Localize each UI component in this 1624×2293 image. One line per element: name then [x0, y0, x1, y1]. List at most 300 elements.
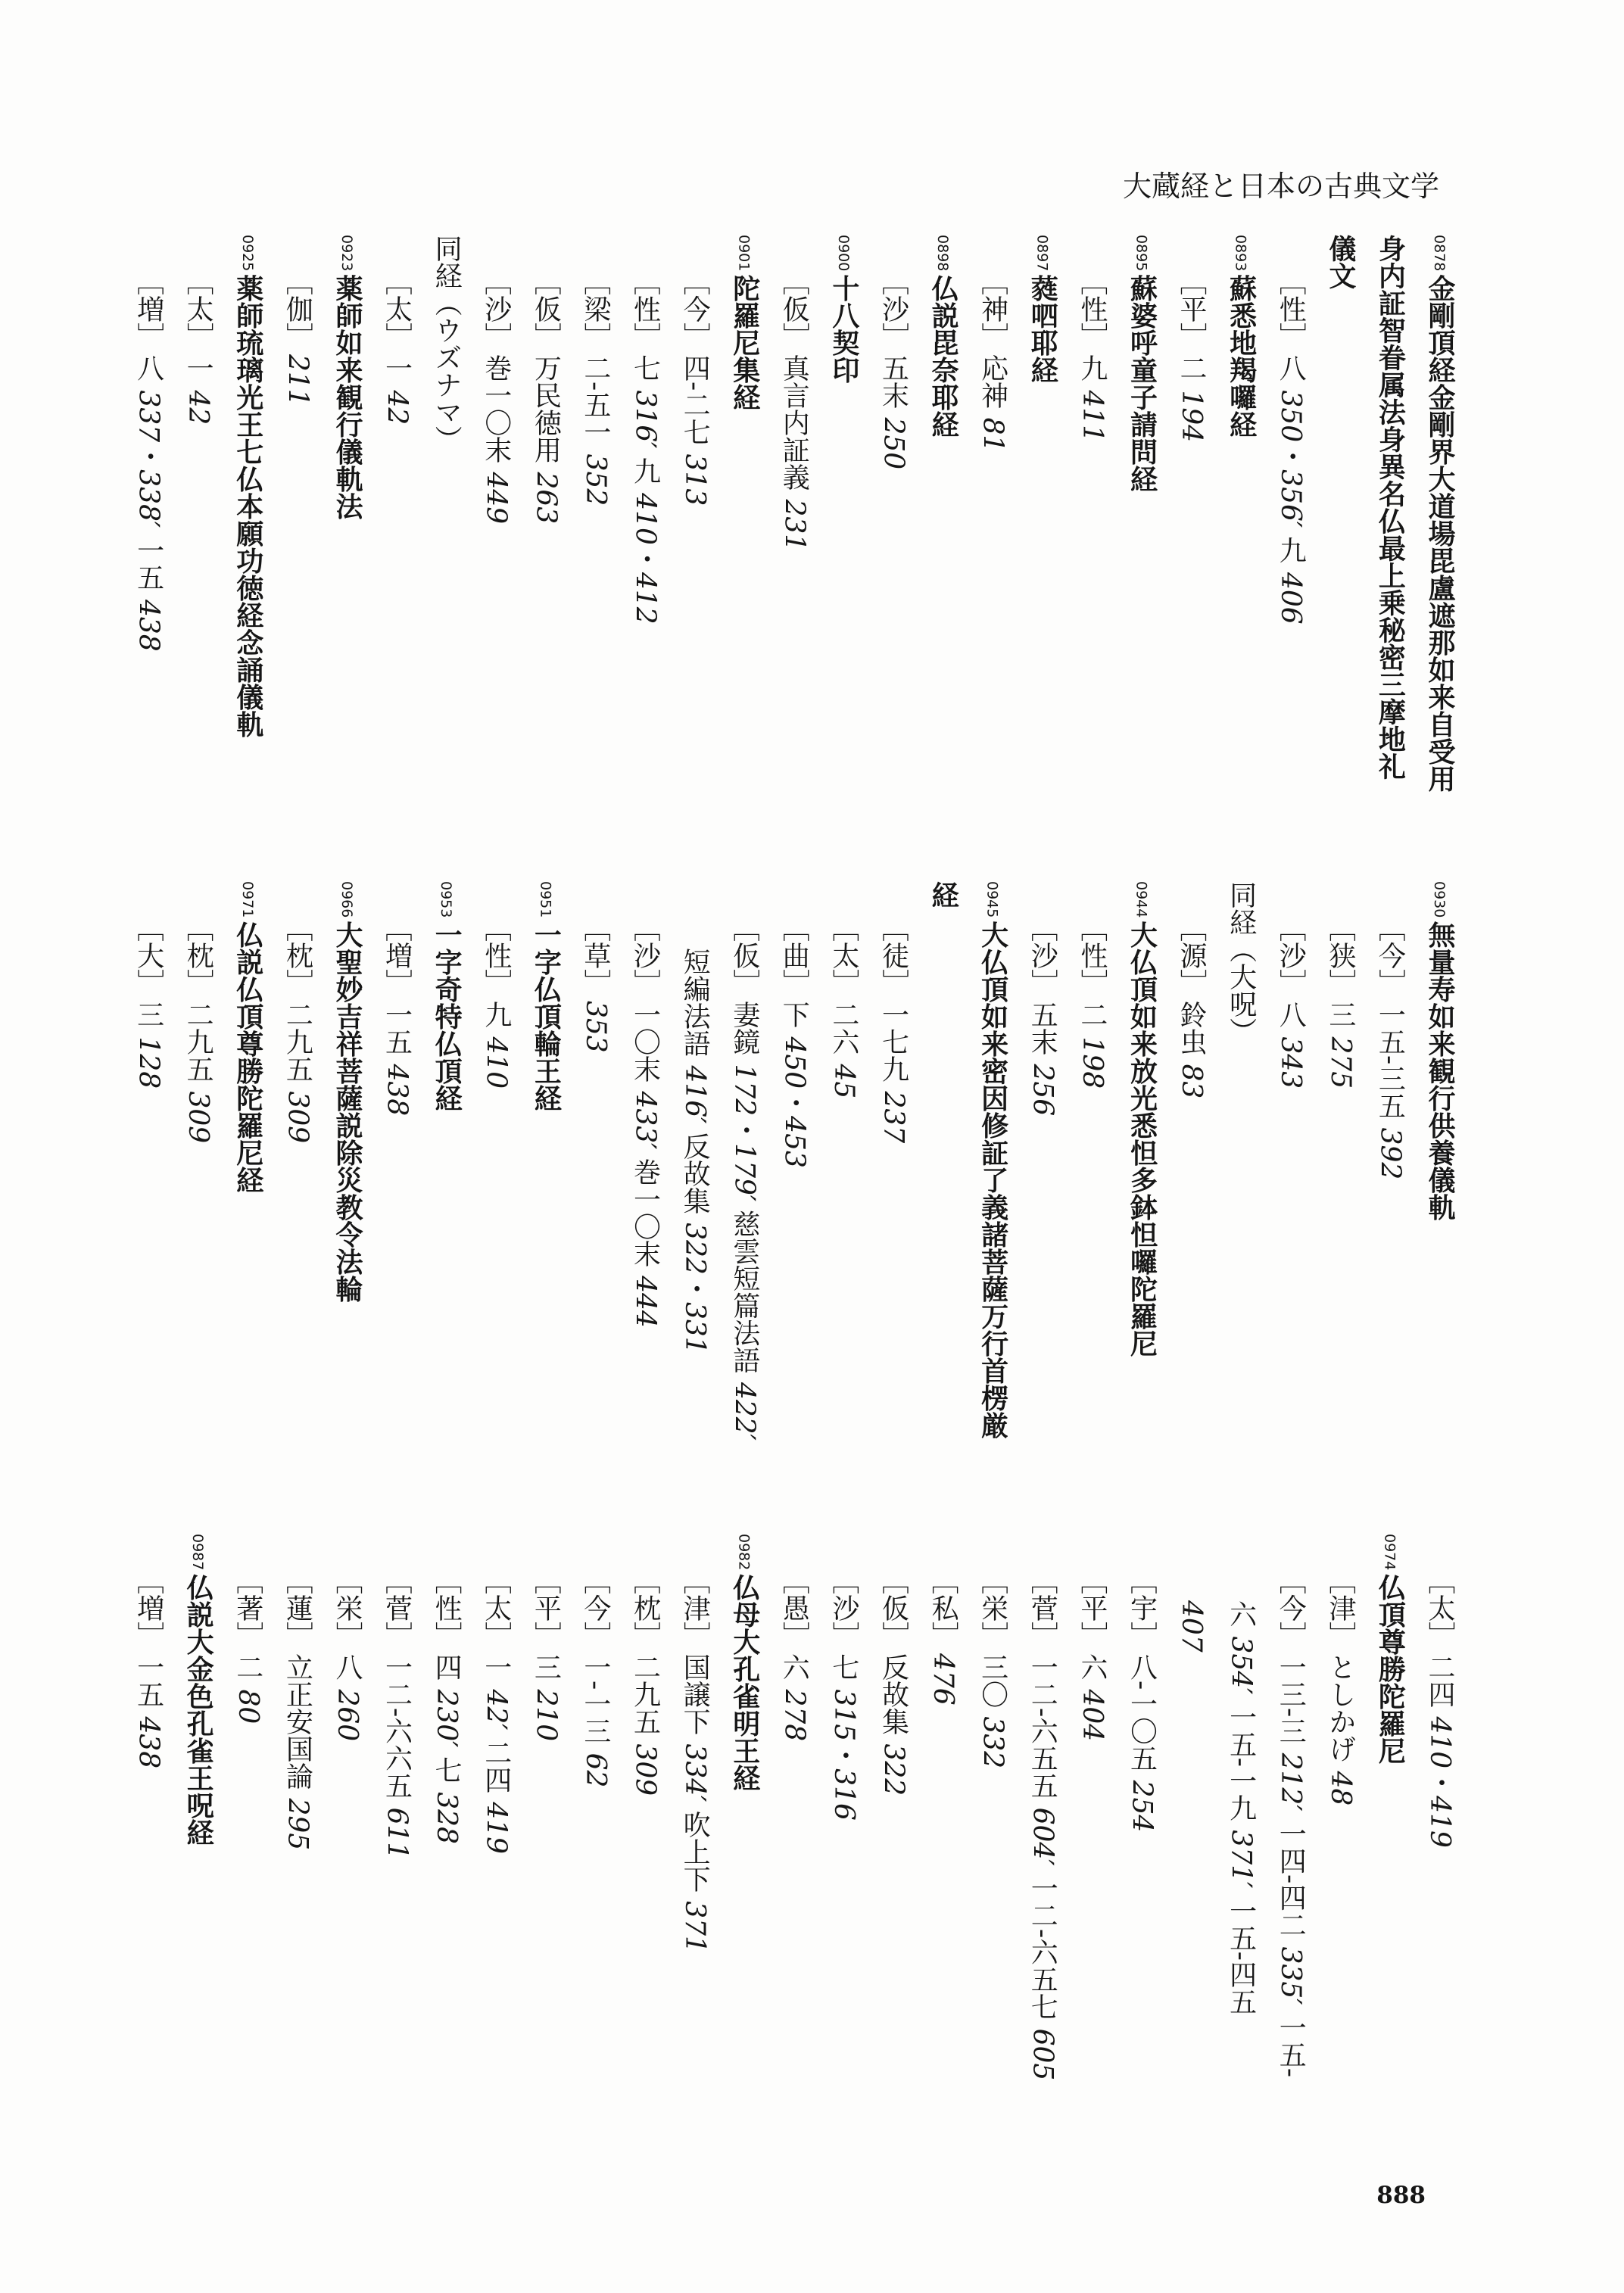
- entry-title: 一字仏頂輪王経: [530, 921, 562, 1112]
- index-reference-line: [769, 881, 819, 1494]
- entry-number: 0974: [1381, 1534, 1398, 1571]
- source-tag: ［宇］: [1126, 1567, 1158, 1649]
- index-reference-continued: [670, 881, 720, 1494]
- index-tier-top: [123, 235, 1464, 848]
- index-entry-heading: [968, 881, 1018, 1494]
- source-tag: ［神］: [977, 268, 1008, 350]
- source-tag: ［平］: [530, 1567, 562, 1649]
- source-tag: ［増］: [132, 268, 164, 350]
- page-number-ref: 449: [480, 472, 512, 525]
- reference-text: 三〇 332: [977, 1653, 1008, 1769]
- page-number-ref: 410: [480, 1036, 512, 1089]
- page-number-ref: 278: [778, 1689, 810, 1742]
- index-reference-line: [1315, 881, 1365, 1494]
- index-reference-line: [1266, 881, 1316, 1494]
- source-tag: ［沙］: [828, 1567, 859, 1649]
- page-number-ref: 371: [679, 1901, 711, 1953]
- reference-text: 国譲下 334′ 吹上下 371: [679, 1653, 711, 1953]
- reference-text: 一五 438: [381, 1001, 413, 1117]
- index-reference-line: [422, 1534, 472, 2147]
- entry-number: 0982: [735, 1534, 753, 1571]
- reference-text: 二九五 309: [182, 1001, 214, 1144]
- reference-text: [1176, 1600, 1207, 1653]
- page-number: 888: [1376, 2182, 1426, 2209]
- page-number-ref: 212′: [1275, 1752, 1307, 1812]
- reference-text: 二 194: [1176, 354, 1208, 443]
- source-tag: ［太］: [828, 914, 859, 996]
- page-number-ref: 410: [629, 493, 661, 545]
- reference-text: 一七九 237: [877, 1001, 909, 1144]
- page-number-ref: 250: [877, 417, 909, 470]
- entry-title: 大仏頂如来放光悉怛多鉢怛囉陀羅尼: [1126, 921, 1158, 1357]
- index-reference-line: [273, 235, 323, 848]
- reference-text: 二-五一 352: [579, 354, 611, 506]
- source-tag: ［枕］: [182, 914, 214, 996]
- index-entry-heading: [1365, 1534, 1415, 2147]
- reference-text: 五末 256: [1027, 1001, 1058, 1117]
- index-reference-line: [1414, 1534, 1464, 2147]
- entry-title: 仏説毘奈耶経: [927, 274, 959, 438]
- page-number-ref: 422′: [728, 1382, 760, 1441]
- entry-title: 蕤呬耶経: [1027, 274, 1058, 384]
- entry-title: 仏母大孔雀明王経: [728, 1573, 760, 1792]
- page-number-ref: 322: [679, 1223, 711, 1275]
- reference-text: 三 275: [1324, 1001, 1356, 1089]
- entry-number: 0923: [338, 235, 355, 272]
- index-reference-line: [1067, 235, 1117, 848]
- entry-title: 経: [927, 881, 959, 908]
- reference-text: 一-一三 62: [579, 1653, 611, 1788]
- reference-text: 九 411: [1076, 354, 1108, 443]
- entry-title: 十八契印: [828, 274, 859, 384]
- page-number-ref: 315: [828, 1689, 859, 1742]
- source-tag: ［性］: [480, 914, 512, 996]
- source-tag: ［太］: [182, 268, 214, 350]
- index-entry-variant: [422, 235, 472, 848]
- entry-number: 0953: [438, 881, 455, 918]
- entry-number: 0971: [238, 881, 256, 918]
- entry-number: 0900: [834, 235, 852, 272]
- index-reference-line: [818, 1534, 868, 2147]
- entry-title: 同経（ウズナマ）: [431, 235, 463, 453]
- page-number-ref: 309: [182, 1091, 214, 1144]
- running-header-title: 大蔵経と日本の古典文学: [1122, 170, 1439, 203]
- reference-text: 妻鏡 172・179′ 慈雲短篇法語 422′: [728, 1001, 760, 1441]
- index-entry-heading: [521, 881, 571, 1494]
- page-number-ref: 83: [1176, 1064, 1208, 1099]
- page-number-ref: 335′: [1275, 1946, 1307, 2005]
- entry-number: 0945: [983, 881, 1001, 918]
- entry-title: 薬師如来観行儀軌法: [331, 274, 363, 520]
- page-number-ref: 352: [579, 453, 611, 506]
- source-tag: ［栄］: [977, 1567, 1008, 1649]
- page-number-ref: 211: [282, 354, 313, 407]
- page-number-ref: 322: [877, 1743, 909, 1796]
- reference-text: 応神 81: [977, 354, 1008, 453]
- reference-text: 二九五 309: [282, 1001, 313, 1144]
- page-number-ref: 611: [381, 1807, 413, 1860]
- index-entry-heading: [818, 235, 868, 848]
- page-number-ref: 231: [778, 499, 810, 552]
- source-tag: ［仮］: [877, 1567, 909, 1649]
- source-tag: ［太］: [1424, 1567, 1455, 1649]
- index-reference-line: [322, 1534, 372, 2147]
- page-number-ref: 309: [282, 1091, 313, 1144]
- page-number-ref: 263: [530, 472, 562, 525]
- entry-title: 儀文: [1324, 235, 1356, 289]
- index-reference-line: [123, 235, 173, 848]
- reference-text: 一二-六五五 604′ 一二-六五七 605: [1027, 1653, 1058, 2081]
- index-reference-line: [1266, 1534, 1316, 2147]
- index-reference-line: [719, 881, 769, 1494]
- source-tag: ［性］: [1275, 268, 1307, 350]
- index-reference-line: [670, 235, 720, 848]
- reference-text: 八-一〇五 254: [1126, 1653, 1158, 1833]
- index-reference-line: [1018, 1534, 1068, 2147]
- source-tag: ［狭］: [1324, 914, 1356, 996]
- index-reference-line: [521, 1534, 571, 2147]
- entry-number: 0893: [1232, 235, 1249, 272]
- source-tag: ［仮］: [728, 914, 760, 996]
- reference-text: 一五-三五 392: [1374, 1001, 1406, 1180]
- reference-text: としかげ 48: [1324, 1653, 1356, 1806]
- page-number-ref: 476: [927, 1653, 959, 1706]
- reference-text: 六 404: [1076, 1653, 1108, 1742]
- page-number-ref: 313: [679, 453, 711, 506]
- reference-text: 八 337・338′ 一五 438: [132, 354, 164, 652]
- index-reference-line: [173, 881, 223, 1494]
- reference-text: 立正安国論 295: [282, 1653, 313, 1851]
- page-number-ref: 356′: [1275, 469, 1307, 528]
- index-reference-line: [868, 235, 918, 848]
- index-entry-heading: [422, 881, 472, 1494]
- index-entry-heading: [1414, 235, 1464, 848]
- reference-text: 下 450・453: [778, 1001, 810, 1168]
- index-reference-line: [273, 881, 323, 1494]
- entry-number: 0925: [238, 235, 256, 272]
- source-tag: ［性］: [629, 268, 661, 350]
- reference-text: 四 230′ 七 328: [431, 1653, 463, 1844]
- page-number-ref: 194: [1176, 390, 1208, 443]
- page-number-ref: 354′: [1225, 1636, 1257, 1695]
- page-number-ref: 407: [1176, 1600, 1208, 1653]
- index-reference-line: [173, 235, 223, 848]
- index-reference-line: [1067, 1534, 1117, 2147]
- source-tag: ［津］: [679, 1567, 711, 1649]
- index-reference-line: [769, 1534, 819, 2147]
- index-reference-line: [1166, 881, 1216, 1494]
- page-number-ref: 412: [629, 572, 661, 625]
- index-reference-line: [570, 1534, 620, 2147]
- entry-title: 無量寿如来観行供養儀軌: [1424, 921, 1455, 1221]
- index-reference-line: [223, 1534, 273, 2147]
- page-number-ref: 45: [828, 1064, 859, 1099]
- source-tag: ［菅］: [1027, 1567, 1058, 1649]
- page-number-ref: 254: [1126, 1780, 1158, 1833]
- entry-title: 同経（大呪）: [1225, 881, 1257, 1045]
- page-number-ref: 419: [480, 1802, 512, 1855]
- index-reference-line: [123, 881, 173, 1494]
- reference-text: [282, 354, 313, 407]
- index-reference-line: [372, 1534, 422, 2147]
- source-tag: ［今］: [1275, 1567, 1307, 1649]
- reference-text: 八 260: [331, 1653, 363, 1742]
- entry-number: 0901: [735, 235, 753, 272]
- index-reference-line: [620, 1534, 670, 2147]
- reference-text: [580, 1001, 611, 1053]
- reference-text: 二 80: [232, 1653, 263, 1724]
- reference-text: 二 198: [1076, 1001, 1108, 1089]
- entry-title: 仏頂尊勝陀羅尼: [1374, 1573, 1406, 1765]
- index-reference-line: [471, 1534, 521, 2147]
- page-number-ref: 416′: [679, 1065, 711, 1124]
- index-reference-line: [570, 235, 620, 848]
- source-tag: ［私］: [927, 1567, 959, 1649]
- reference-text: 反故集 322: [877, 1653, 909, 1796]
- entry-number: 0966: [338, 881, 355, 918]
- reference-text: 一 42′ 二四 419: [480, 1653, 512, 1855]
- page-number-ref: 256: [1027, 1064, 1058, 1117]
- page-number-ref: 275: [1324, 1036, 1356, 1089]
- page-number-ref: 260: [331, 1689, 363, 1742]
- page-number-ref: 81: [977, 417, 1008, 453]
- source-tag: ［今］: [579, 1567, 611, 1649]
- index-entry-heading: [223, 235, 273, 848]
- reference-text: 一二-六六五 611: [381, 1653, 413, 1860]
- entry-title: 身内証智眷属法身異名仏最上乗秘密三摩地礼: [1374, 235, 1406, 780]
- source-tag: ［草］: [579, 914, 611, 996]
- index-reference-continued: [1216, 1534, 1266, 2147]
- source-tag: ［伽］: [282, 268, 313, 350]
- index-entry-heading: [1216, 235, 1266, 848]
- page-number-ref: 337: [132, 390, 164, 443]
- index-reference-line: [570, 881, 620, 1494]
- page-number-ref: 353: [579, 1001, 611, 1053]
- source-tag: ［今］: [1374, 914, 1406, 996]
- reference-text: 鈴虫 83: [1176, 1001, 1208, 1099]
- index-reference-line: [868, 881, 918, 1494]
- page-number-ref: 350: [1275, 390, 1307, 443]
- page-number-ref: 450: [778, 1036, 810, 1089]
- page-number-ref: 331: [679, 1301, 711, 1354]
- page-number-ref: 334′: [679, 1743, 711, 1802]
- source-tag: ［枕］: [629, 1567, 661, 1649]
- source-tag: ［沙］: [877, 268, 909, 350]
- source-tag: ［今］: [679, 268, 711, 350]
- reference-text: 一五 438: [132, 1653, 164, 1769]
- source-tag: ［徒］: [877, 914, 909, 996]
- source-tag: ［源］: [1176, 914, 1208, 996]
- source-tag: ［沙］: [480, 268, 512, 350]
- reference-text: 二九五 309: [629, 1653, 661, 1796]
- page-number-ref: 433′: [629, 1091, 661, 1150]
- index-tier-bottom: [123, 1534, 1464, 2147]
- index-tier-middle: [123, 881, 1464, 1494]
- page-number-ref: 198: [1076, 1036, 1108, 1089]
- page-number-ref: 309: [629, 1743, 661, 1796]
- index-entry-heading-continued: [918, 881, 968, 1494]
- reference-text: 三 128: [132, 1001, 164, 1089]
- source-tag: ［太］: [381, 268, 413, 350]
- index-entry-heading: [322, 235, 372, 848]
- index-reference-line: [1018, 881, 1068, 1494]
- source-tag: ［沙］: [629, 914, 661, 996]
- index-reference-line: [1117, 1534, 1167, 2147]
- reference-text: 四-二七 313: [679, 354, 711, 506]
- index-reference-line: [1166, 235, 1216, 848]
- source-tag: ［性］: [1076, 268, 1108, 350]
- page-number-ref: 419: [1424, 1796, 1455, 1848]
- page-number-ref: 316: [828, 1768, 859, 1821]
- source-tag: ［性］: [1076, 914, 1108, 996]
- index-entry-heading: [1117, 881, 1167, 1494]
- index-reference-line: [471, 235, 521, 848]
- index-reference-line: [769, 235, 819, 848]
- entry-title: 金剛頂経金剛界大道場毘盧遮那如来自受用: [1424, 274, 1455, 793]
- page-number-ref: 42′: [480, 1689, 512, 1731]
- page-number-ref: 453: [778, 1116, 810, 1168]
- page-number-ref: 316′: [629, 390, 661, 449]
- entry-title: 陀羅尼集経: [728, 274, 760, 411]
- page-number-ref: 438: [132, 1716, 164, 1769]
- entry-number: 0898: [934, 235, 952, 272]
- page-number-ref: 332: [977, 1716, 1008, 1769]
- source-tag: ［沙］: [1275, 914, 1307, 996]
- page-number-ref: 404: [1076, 1689, 1108, 1742]
- entry-number: 0878: [1431, 235, 1448, 272]
- index-entry-heading: [719, 235, 769, 848]
- reference-text: 二六 45: [828, 1001, 859, 1099]
- reference-text: 五末 250: [877, 354, 909, 470]
- index-reference-line: [1067, 881, 1117, 1494]
- source-tag: ［菅］: [381, 1567, 413, 1649]
- reference-text: 万民徳用 263: [530, 354, 562, 525]
- reference-text: 二四 410・419: [1424, 1653, 1455, 1848]
- reference-text: 一 42: [381, 354, 413, 425]
- reference-text: 巻一〇末 449: [480, 354, 512, 525]
- index-reference-line: [918, 1534, 968, 2147]
- source-tag: ［栄］: [331, 1567, 363, 1649]
- source-tag: ［愚］: [778, 1567, 810, 1649]
- source-tag: ［太］: [480, 1567, 512, 1649]
- source-tag: ［沙］: [1027, 914, 1058, 996]
- reference-text: 八 350・356′ 九 406: [1275, 354, 1307, 625]
- index-reference-line: [968, 235, 1018, 848]
- source-tag: ［大］: [132, 914, 164, 996]
- index-entry-heading-continued: [1315, 235, 1365, 848]
- source-tag: ［仮］: [778, 268, 810, 350]
- index-reference-line: [521, 235, 571, 848]
- source-tag: ［増］: [132, 1567, 164, 1649]
- source-tag: ［梁］: [579, 268, 611, 350]
- page-number-ref: 42: [381, 390, 413, 425]
- source-tag: ［仮］: [530, 268, 562, 350]
- index-reference-line: [372, 235, 422, 848]
- entry-number: 0987: [189, 1534, 207, 1571]
- page-number-ref: 80: [232, 1689, 263, 1724]
- entry-number: 0897: [1033, 235, 1051, 272]
- page-number-ref: 328: [431, 1792, 463, 1844]
- reference-text: 真言内証義 231: [778, 354, 810, 552]
- source-tag: ［平］: [1176, 268, 1208, 350]
- page-number-ref: 343: [1275, 1036, 1307, 1089]
- page-number-ref: 128: [132, 1036, 164, 1089]
- index-reference-line: [1365, 881, 1415, 1494]
- source-tag: ［増］: [381, 914, 413, 996]
- entry-title: 仏説大金色孔雀王呪経: [182, 1573, 214, 1846]
- source-tag: ［蓮］: [282, 1567, 313, 1649]
- entry-title: 薬師琉璃光王七仏本願功徳経念誦儀軌: [232, 274, 263, 738]
- source-tag: ［平］: [1076, 1567, 1108, 1649]
- page-number-ref: 230′: [431, 1689, 463, 1748]
- index-reference-line: [372, 881, 422, 1494]
- index-reference-line: [968, 1534, 1018, 2147]
- page-number-ref: 172: [728, 1064, 760, 1117]
- index-reference-line: [670, 1534, 720, 2147]
- index-entry-variant: [1216, 881, 1266, 1494]
- entry-title: 仏説仏頂尊勝陀羅尼経: [232, 921, 263, 1194]
- page-number-ref: 444: [629, 1276, 661, 1328]
- index-reference-line: [273, 1534, 323, 2147]
- reference-text: 九 410: [480, 1001, 512, 1089]
- source-tag: ［曲］: [778, 914, 810, 996]
- reference-text: 一三-三 212′ 一四-四二 335′ 一五-: [1275, 1653, 1307, 2078]
- source-tag: ［著］: [232, 1567, 263, 1649]
- index-entry-heading: [918, 235, 968, 848]
- reference-text: 一〇末 433′ 巻一〇末 444: [629, 1001, 661, 1328]
- page-number-ref: 411: [1076, 390, 1108, 443]
- page-number-ref: 371′: [1225, 1830, 1257, 1889]
- index-reference-line: [868, 1534, 918, 2147]
- entry-title: 大仏頂如来密因修証了義諸菩薩万行首楞厳: [977, 921, 1008, 1439]
- index-reference-line: [471, 881, 521, 1494]
- index-entry-heading: [322, 881, 372, 1494]
- entry-title: 蘇悉地羯囉経: [1225, 274, 1257, 438]
- index-entry-heading-continued: [1365, 235, 1415, 848]
- page-number-ref: 338′: [132, 469, 164, 528]
- index-reference-line: [1315, 1534, 1365, 2147]
- entry-title: 大聖妙吉祥菩薩説除災教令法輪: [331, 921, 363, 1303]
- page-number-ref: 605: [1027, 2028, 1058, 2081]
- reference-text: 七 316′ 九 410・412: [629, 354, 661, 625]
- reference-text: 八 343: [1275, 1001, 1307, 1089]
- index-reference-continued: [1166, 1534, 1216, 2147]
- entry-title: 一字奇特仏頂経: [431, 921, 463, 1112]
- page-number-ref: 237: [877, 1091, 909, 1144]
- reference-text: 七 315・316: [828, 1653, 859, 1821]
- page-number-ref: 48: [1324, 1771, 1356, 1806]
- index-entry-heading: [719, 1534, 769, 2147]
- page-number-ref: 392: [1374, 1127, 1406, 1180]
- index-entry-heading: [173, 1534, 223, 2147]
- page-number-ref: 406: [1275, 572, 1307, 625]
- page-number-ref: 438: [381, 1064, 413, 1117]
- reference-text: 短編法語 416′ 反故集 322・331: [679, 948, 711, 1354]
- reference-text: 六 278: [778, 1653, 810, 1742]
- index-reference-line: [620, 881, 670, 1494]
- index-reference-line: [818, 881, 868, 1494]
- reference-text: 三 210: [530, 1653, 562, 1742]
- index-entry-heading: [223, 881, 273, 1494]
- reference-text: 一 42: [182, 354, 214, 425]
- index-reference-line: [620, 235, 670, 848]
- entry-number: 0944: [1133, 881, 1150, 918]
- page-number-ref: 410: [1424, 1716, 1455, 1769]
- page-number-ref: 62: [579, 1752, 611, 1788]
- reference-text: [927, 1653, 959, 1706]
- index-entry-heading: [1018, 235, 1068, 848]
- source-tag: ［枕］: [282, 914, 313, 996]
